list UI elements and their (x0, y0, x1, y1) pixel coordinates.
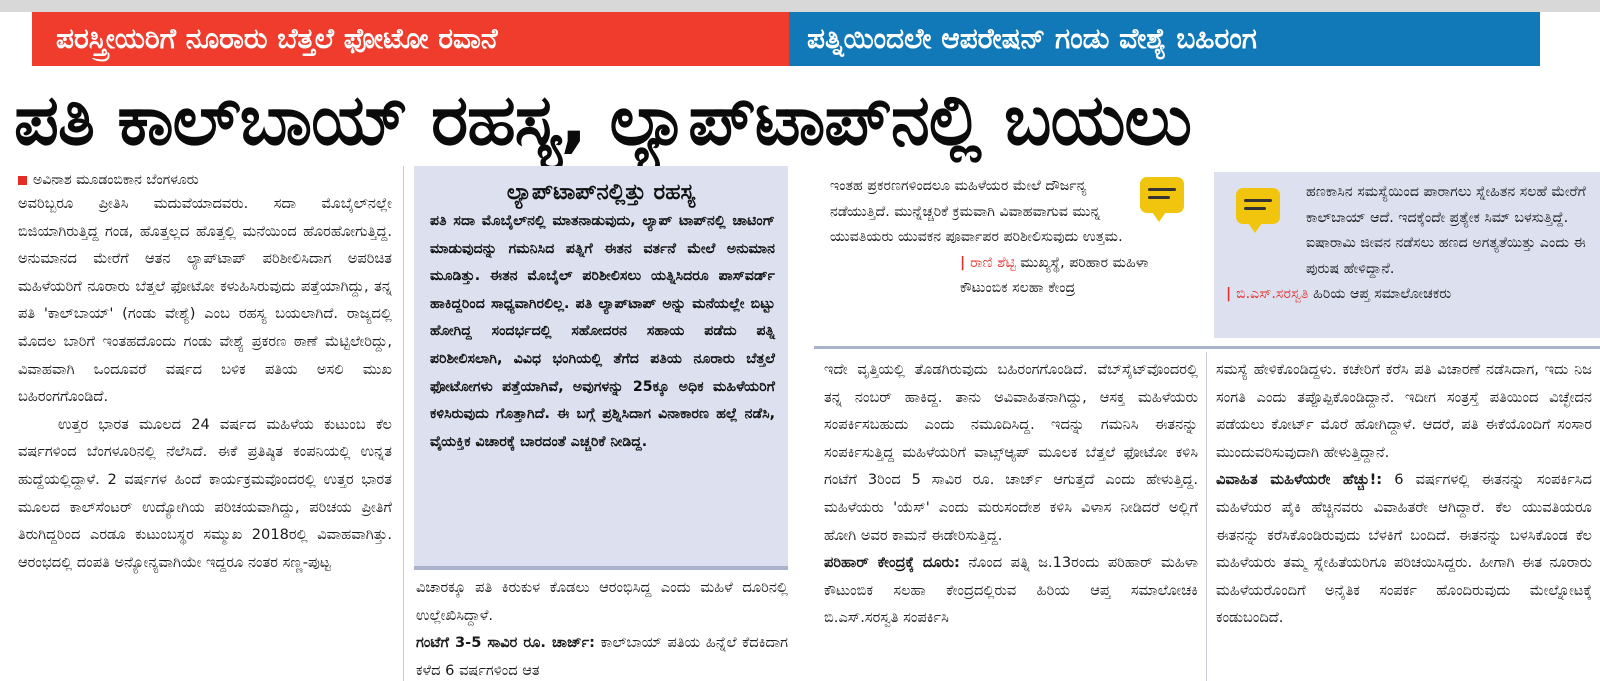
col2-text-2: ಕಾಲ್‌ಬಾಯ್ ಪತಿಯ ಹಿನ್ನೆಲೆ ಕೆದಕಿದಾಗ ಕಳೆದ 6 ವರ್ಷಗಳಿಂದ ಆತ (416, 634, 788, 679)
col3-subhead: ಪರಿಹಾರ್ ಕೇಂದ್ರಕ್ಕೆ ದೂರು: (824, 554, 960, 572)
column-3 (824, 356, 1198, 681)
quote1-role: ಮುಖ್ಯಸ್ಥೆ, ಪರಿಹಾರ ಮಹಿಳಾ ಕೌಟುಂಬಿಕ ಸಲಹಾ ಕೇಂದ್ರ (960, 254, 1149, 296)
col2-text-1: ವಿಚಾರಕ್ಕೂ ಪತಿ ಕಿರುಕುಳ ಕೊಡಲು ಆರಂಭಿಸಿದ್ದ ಎಂದು ಮಹಿಳೆ ದೂರಿನಲ್ಲಿ ಉಲ್ಲೇಖಿಸಿದ್ದಾಳೆ. (416, 579, 788, 624)
box-title: ಲ್ಯಾಪ್‌ಟಾಪ್‌ನಲ್ಲಿತ್ತು ರಹಸ್ಯ (506, 180, 696, 205)
kicker-left: ಪರಸ್ತ್ರೀಯರಿಗೆ ನೂರಾರು ಬೆತ್ತಲೆ ಫೋಟೋ ರವಾನೆ (32, 12, 789, 66)
kicker-right: ಪತ್ನಿಯಿಂದಲೇ ಆಪರೇಷನ್ ಗಂಡು ವೇಶ್ಯೆ ಬಹಿರಂಗ (789, 12, 1540, 66)
byline-marker-icon (18, 176, 27, 185)
col1-paragraph-1: ಅವರಿಬ್ಬರೂ ಪ್ರೀತಿಸಿ ಮದುವೆಯಾದವರು. ಸದಾ ಮೊಬೈಲ್‌ನಲ್ಲೇ ಬಿಜಿಯಾಗಿರುತ್ತಿದ್ದ ಗಂಡ, ಹೊತ್ತಲ್ಲದ ಹೊತ್ತಲ್ಲಿ ಮನೆಯಿಂದ ಹೊರಹೋಗುತ್ತಿದ್ದ. ಅನುಮಾನದ ಮೇರೆಗೆ ಆತನ ಲ್ಯಾಪ್‌ಟಾಪ್ ಪರಿಶೀಲಿಸಿದಾಗ ಅಪರಿಚಿತ ಮಹಿಳೆಯರಿಗೆ ನೂರಾರು ಬೆತ್ತಲೆ ಫೋಟೋ ಕಳುಹಿಸಿರುವುದು ಪತ್ತೆಯಾಗಿದ್ದು, ತನ್ನ ಪತಿ 'ಕಾಲ್‌ಬಾಯ್' (ಗಂಡು ವೇಶ್ಯೆ) ಎಂಬ ರಹಸ್ಯ ಬಯಲಾಗಿದೆ. ರಾಜ್ಯದಲ್ಲಿ ಮೊದಲ ಬಾರಿಗೆ ಇಂತಹದೊಂದು ಗಂಡು ವೇಶ್ಯೆ ಪ್ರಕರಣ ಠಾಣೆ ಮೆಟ್ಟಿಲೇರಿದ್ದು, ವಿವಾಹವಾಗಿ ಒಂದೂವರೆ ವರ್ಷದ ಬಳಿಕ ಪತಿಯ ಅಸಲಿ ಮುಖ ಬಹಿರಂಗಗೊಂಡಿದೆ. (18, 195, 392, 406)
quote2-text: ಹಣಕಾಸಿನ ಸಮಸ್ಯೆಯಿಂದ ಪಾರಾಗಲು ಸ್ನೇಹಿತನ ಸಲಹೆ ಮೇರೆಗೆ ಕಾಲ್‌ಬಾಯ್ ಆದೆ. ಇದಕ್ಕೆಂದೇ ಪ್ರತ್ಯೇಕ ಸಿಮ್ ಬಳಸುತ್ತಿದ್ದೆ. ಐಷಾರಾಮಿ ಜೀವನ ನಡೆಸಲು ಹಣದ ಅಗತ್ಯತೆಯಿತ್ತು ಎಂದು ಈ ಪುರುಷ ಹೇಳಿದ್ದಾನೆ. (1306, 184, 1586, 277)
quotes-bottom-rule (814, 346, 1600, 349)
column-2-continued (416, 574, 788, 681)
quote1-text: ಇಂತಹ ಪ್ರಕರಣಗಳಿಂದಲೂ ಮಹಿಳೆಯರ ಮೇಲೆ ದೌರ್ಜನ್ಯ ನಡೆಯುತ್ತಿದೆ. ಮುನ್ನೆಚ್ಚರಿಕೆ ಕ್ರಮವಾಗಿ ವಿವಾಹವಾಗುವ ಮುನ್ನ ಯುವತಿಯರು ಯುವಕನ ಪೂರ್ವಾಪರ ಪರಿಶೀಲಿಸುವುದು ಉತ್ತಮ. (830, 178, 1123, 245)
col4-text-1: ಸಮಸ್ಯೆ ಹೇಳಿಕೊಂಡಿದ್ದಳು. ಕಚೇರಿಗೆ ಕರೆಸಿ ಪತಿ ವಿಚಾರಣೆ ನಡೆಸಿದಾಗ, ಇದು ನಿಜ ಸಂಗತಿ ಎಂದು ತಪ್ಪೊಪ್ಪಿಕೊಂಡಿದ್ದಾನೆ. ಇದೀಗ ಸಂತ್ರಸ್ತೆ ಪತಿಯಿಂದ ವಿಚ್ಛೇದನ ಪಡೆಯಲು ಕೋರ್ಟ್ ಮೊರೆ ಹೋಗಿದ್ದಾಳೆ. ಆದರೆ, ಪತಿ ಈಕೆಯೊಂದಿಗೆ ಸಂಸಾರ ಮುಂದುವರಿಸುವುದಾಗಿ ಹೇಳುತ್ತಿದ್ದಾನೆ. (1216, 361, 1592, 461)
column-divider (1206, 352, 1207, 681)
quote-bubble-icon (1140, 177, 1184, 213)
byline-text: ಅವಿನಾಶ ಮೂಡಂಬಿಕಾನ ಬೆಂಗಳೂರು (33, 172, 199, 188)
quote2-name: ಬಿ.ಎಸ್.ಸರಸ್ವತಿ (1236, 286, 1309, 302)
col2-subhead: ಗಂಟೆಗೆ 3-5 ಸಾವಿರ ರೂ. ಚಾರ್ಜ್: (416, 634, 596, 652)
headline: ಪತಿ ಕಾಲ್‌ಬಾಯ್ ರಹಸ್ಯ, ಲ್ಯಾಪ್‌ಟಾಪ್‌ನಲ್ಲಿ ಬಯಲು (14, 79, 1192, 161)
byline (18, 171, 199, 189)
col3-text-2: ನೊಂದ ಪತ್ನಿ ಜ.13ರಂದು ಪರಿಹಾರ್ ಮಹಿಳಾ ಕೌಟುಂಬಿಕ ಸಲಹಾ ಕೇಂದ್ರದಲ್ಲಿರುವ ಹಿರಿಯ ಆಪ್ತ ಸಮಾಲೋಚಕಿ ಬಿ.ಎಸ್.ಸರಸ್ವತಿ ಸಂಪರ್ಕಿಸಿ (824, 554, 1198, 627)
quote-box-1 (830, 174, 1190, 302)
box-bottom-rule (414, 566, 788, 570)
quote1-name: ರಾಣಿ ಶೆಟ್ಟಿ (970, 254, 1016, 271)
quote1-attribution (830, 251, 1190, 302)
column-4 (1216, 356, 1592, 681)
col1-paragraph-2: ಉತ್ತರ ಭಾರತ ಮೂಲದ 24 ವರ್ಷದ ಮಹಿಳೆಯ ಕುಟುಂಬ ಕೆಲ ವರ್ಷಗಳಿಂದ ಬೆಂಗಳೂರಿನಲ್ಲಿ ನೆಲೆಸಿದೆ. ಈಕೆ ಪ್ರತಿಷ್ಠಿತ ಕಂಪನಿಯಲ್ಲಿ ಉನ್ನತ ಹುದ್ದೆಯಲ್ಲಿದ್ದಾಳೆ. 2 ವರ್ಷಗಳ ಹಿಂದೆ ಕಾರ್ಯಕ್ರಮವೊಂದರಲ್ಲಿ ಉತ್ತರ ಭಾರತ ಮೂಲದ ಕಾಲ್‌ಸೆಂಟರ್ ಉದ್ಯೋಗಿಯ ಪರಿಚಯವಾಗಿದ್ದು, ಪರಿಚಯ ಪ್ರೀತಿಗೆ ತಿರುಗಿದ್ದರಿಂದ ಎರಡೂ ಕುಟುಂಬಸ್ಥರ ಸಮ್ಮುಖ 2018ರಲ್ಲಿ ವಿವಾಹವಾಗಿತ್ತು. ಆರಂಭದಲ್ಲಿ ದಂಪತಿ ಅನ್ಯೋನ್ಯವಾಗಿಯೇ ಇದ್ದರೂ ನಂತರ ಸಣ್ಣ-ಪುಟ್ಟ (18, 415, 392, 571)
sidebar-box (414, 166, 788, 566)
col4-text-2: 6 ವರ್ಷಗಳಲ್ಲಿ ಈತನನ್ನು ಸಂಪರ್ಕಿಸಿದ ಮಹಿಳೆಯರ ಪೈಕಿ ಹೆಚ್ಚಿನವರು ವಿವಾಹಿತರೇ ಆಗಿದ್ದಾರೆ. ಕೆಲ ಯುವತಿಯರೂ ಈತನನ್ನು ಕರೆಸಿಕೊಂಡಿರುವುದು ಬೆಳಕಿಗೆ ಬಂದಿದೆ. ಈತನನ್ನು ಬಳಸಿಕೊಂಡ ಕೆಲ ಮಹಿಳೆಯರು ತಮ್ಮ ಸ್ನೇಹಿತೆಯರಿಗೂ ಪರಿಚಯಿಸಿದ್ದರು. ಹೀಗಾಗಿ ಈತ ನೂರಾರು ಮಹಿಳೆಯರೊಂದಿಗೆ ಅನೈತಿಕ ಸಂಪರ್ಕ ಹೊಂದಿರುವುದು ಮೇಲ್ನೋಟಕ್ಕೆ ಕಂಡುಬಂದಿದೆ. (1216, 471, 1592, 627)
column-1 (18, 190, 392, 681)
col3-text-1: ಇದೇ ವೃತ್ತಿಯಲ್ಲಿ ತೊಡಗಿರುವುದು ಬಹಿರಂಗಗೊಂಡಿದೆ. ವೆಬ್‌ಸೈಟ್‌ವೊಂದರಲ್ಲಿ ತನ್ನ ನಂಬರ್ ಹಾಕಿದ್ದ. ತಾನು ಅವಿವಾಹಿತನಾಗಿದ್ದು, ಆಸಕ್ತ ಮಹಿಳೆಯರು ಸಂಪರ್ಕಿಸಬಹುದು ಎಂದು ನಮೂದಿಸಿದ್ದ. ಇದನ್ನು ಗಮನಿಸಿ ಈತನನ್ನು ಸಂಪರ್ಕಿಸುತ್ತಿದ್ದ ಮಹಿಳೆಯರಿಗೆ ವಾಟ್ಸ್‌ಆ್ಯಪ್ ಮೂಲಕ ಬೆತ್ತಲೆ ಫೋಟೋ ಕಳಿಸಿ ಗಂಟೆಗೆ 3ರಿಂದ 5 ಸಾವಿರ ರೂ. ಚಾರ್ಜ್ ಆಗುತ್ತದೆ ಎಂದು ಹೇಳುತ್ತಿದ್ದ. ಮಹಿಳೆಯರು 'ಯೆಸ್' ಎಂದು ಮರುಸಂದೇಶ ಕಳಿಸಿ ವಿಳಾಸ ನೀಡಿದರೆ ಅಲ್ಲಿಗೆ ಹೋಗಿ ಅವರ ಕಾಮನೆ ಈಡೇರಿಸುತ್ತಿದ್ದ. (824, 361, 1198, 544)
page-top-strip (0, 0, 1600, 12)
quote2-role: ಹಿರಿಯ ಆಪ್ತ ಸಮಾಲೋಚಕರು (1313, 286, 1452, 302)
col4-subhead: ವಿವಾಹಿತ ಮಹಿಳೆಯರೇ ಹೆಚ್ಚು!: (1216, 471, 1383, 489)
quote1-bar: | (960, 254, 971, 271)
quote2-attribution: | ಬಿ.ಎಸ್.ಸರಸ್ವತಿ ಹಿರಿಯ ಆಪ್ತ ಸಮಾಲೋಚಕರು (1226, 286, 1452, 302)
quote2-content (1226, 180, 1586, 308)
box-text: ಪತಿ ಸದಾ ಮೊಬೈಲ್‌ನಲ್ಲಿ ಮಾತನಾಡುವುದು, ಲ್ಯಾಪ್ ಟಾಪ್‌ನಲ್ಲಿ ಚಾಟಿಂಗ್ ಮಾಡುವುದನ್ನು ಗಮನಿಸಿದ ಪತ್ನಿಗೆ ಈತನ ವರ್ತನೆ ಮೇಲೆ ಅನುಮಾನ ಮೂಡಿತ್ತು. ಈತನ ಮೊಬೈಲ್ ಪರಿಶೀಲಿಸಲು ಯತ್ನಿಸಿದರೂ ಪಾಸ್‌ವರ್ಡ್ ಹಾಕಿದ್ದರಿಂದ ಸಾಧ್ಯವಾಗಿರಲಿಲ್ಲ. ಪತಿ ಲ್ಯಾಪ್‌ಟಾಪ್ ಅನ್ನು ಮನೆಯಲ್ಲೇ ಬಿಟ್ಟು ಹೋಗಿದ್ದ ಸಂದರ್ಭದಲ್ಲಿ ಸಹೋದರನ ಸಹಾಯ ಪಡೆದು ಪತ್ನಿ ಪರಿಶೀಲಿಸಲಾಗಿ, ವಿವಿಧ ಭಂಗಿಯಲ್ಲಿ ತೆಗೆದ ಪತಿಯ ನೂರಾರು ಬೆತ್ತಲೆ ಫೋಟೋಗಳು ಪತ್ತೆಯಾಗಿವೆ, ಅವುಗಳನ್ನು 25ಕ್ಕೂ ಅಧಿಕ ಮಹಿಳೆಯರಿಗೆ ಕಳಿಸಿರುವುದು ಗೊತ್ತಾಗಿದೆ. ಈ ಬಗ್ಗೆ ಪ್ರಶ್ನಿಸಿದಾಗ ವಿನಾಕಾರಣ ಹಲ್ಲೆ ನಡೆಸಿ, ವೈಯಕ್ತಿಕ ವಿಚಾರಕ್ಕೆ ಬಾರದಂತೆ ಎಚ್ಚರಿಕೆ ನೀಡಿದ್ದ. (430, 213, 775, 450)
column-divider (403, 166, 404, 681)
